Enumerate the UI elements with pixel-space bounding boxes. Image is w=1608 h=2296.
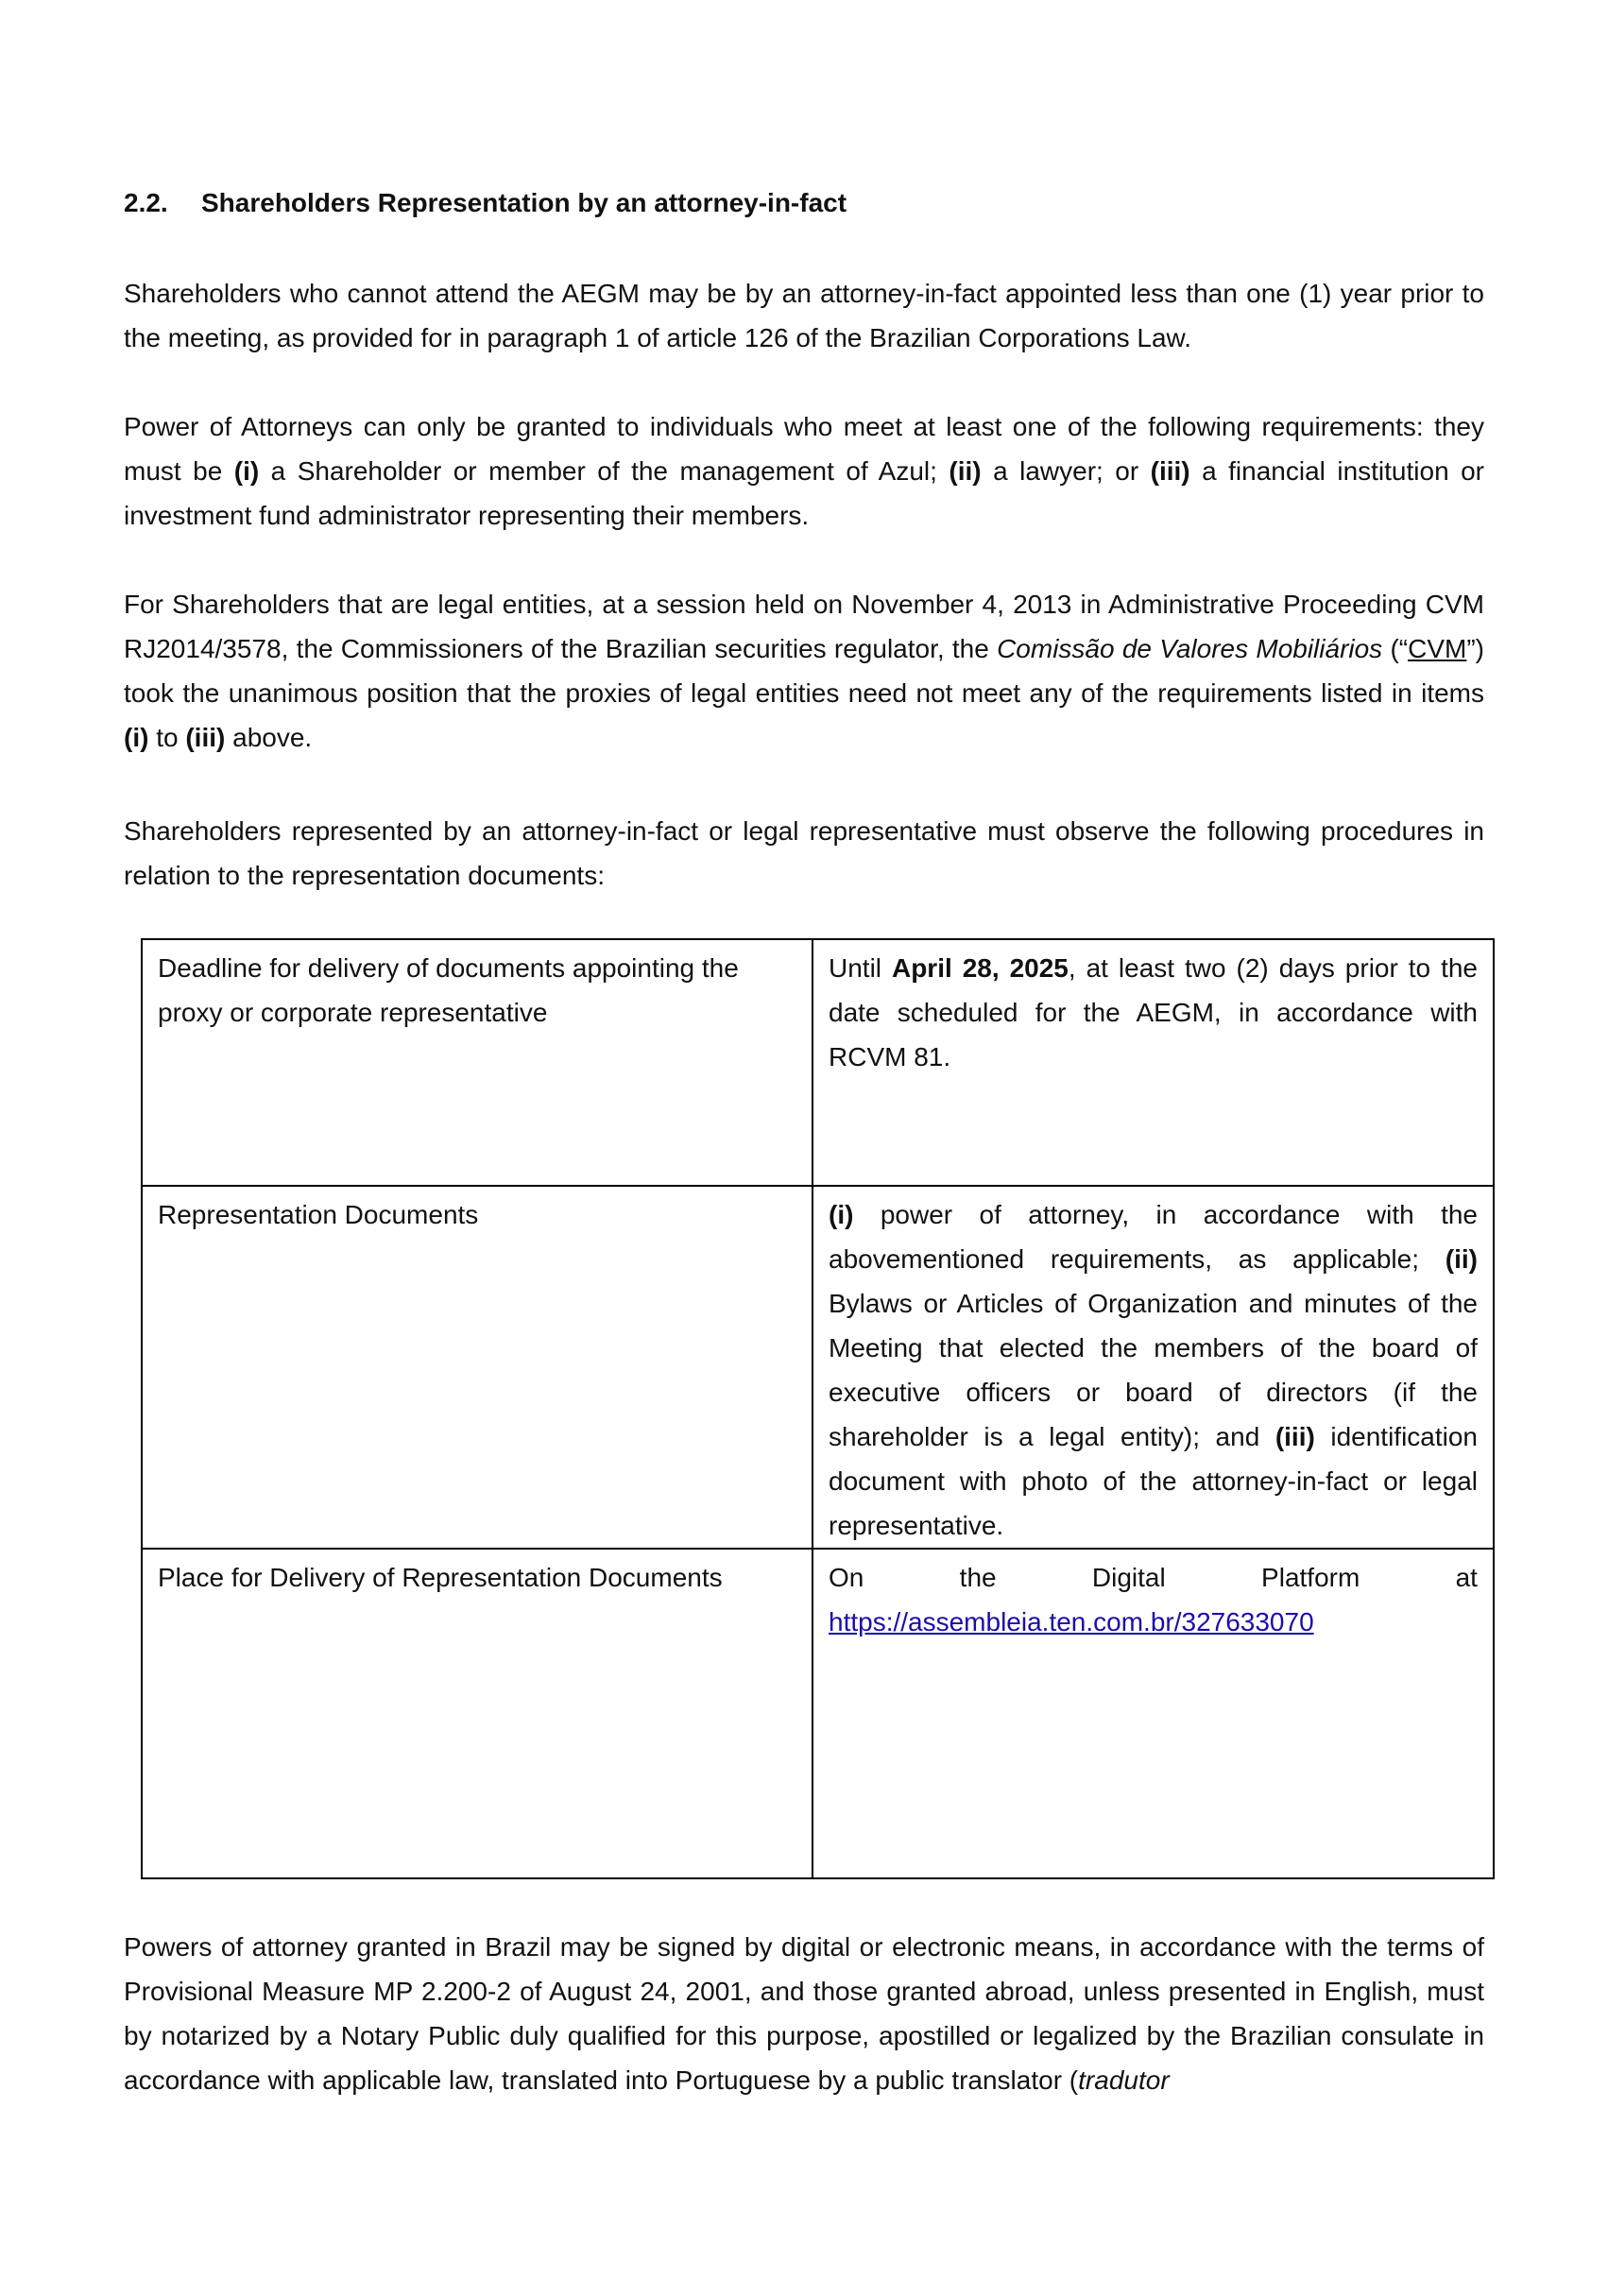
text-run: power of attorney, in accordance with the abovementioned requirements, as applicable; [829,1200,1478,1274]
item-marker: (ii) [949,456,982,486]
italic-term: tradutor [1078,2065,1170,2095]
defined-term-cvm: CVM [1408,634,1467,663]
deadline-date: April 28, 2025 [891,953,1069,983]
section-heading [124,184,847,222]
item-marker: (i) [124,723,149,752]
item-marker: (ii) [1445,1244,1478,1274]
table-row [142,1186,1494,1549]
paragraph-powers-signed-abroad [124,1925,1484,2102]
table-cell-value [813,1186,1494,1549]
text-run: Platform [1261,1563,1360,1592]
text-run: (“ [1382,634,1409,663]
item-marker: (iii) [1150,456,1190,486]
text-run: Powers of attorney granted in Brazil may be signed by digital or electronic means, in accordance with the terms of Provisional Measure MP 2.200-2 of August 24, 2001, and those granted abroad, unless presented in English, must by notarized by a Notary Public duly qualified for this purpose, apostilled or legalized by the Brazilian consulate in accordance with applicable law, translated into Portuguese by a public translator ( [124,1932,1484,2095]
section-title: Shareholders Representation by an attorney-in-fact [201,188,847,217]
section-number: 2.2. [124,188,168,217]
table-cell-value [813,939,1494,1186]
item-marker: (iii) [185,723,226,752]
text-run: a financial institution or investment fund administrator representing their members. [124,456,1485,530]
paragraph-legal-entities [124,582,1484,760]
platform-line [829,1555,1478,1600]
table-cell-value [813,1549,1494,1878]
paragraph-power-of-attorney-requirements [124,404,1484,538]
table-row [142,1549,1494,1878]
table-cell-label: Place for Delivery of Representation Documents [142,1549,813,1878]
paragraph-attorney-appointment: Shareholders who cannot attend the AEGM may be by an attorney-in-fact appointed less than one (1) year prior to the meeting, as provided for in paragraph 1 of article 126 of the Brazilian Corporations Law. [124,279,1484,352]
item-marker: (iii) [1274,1422,1315,1451]
text-run: a Shareholder or member of the management of Azul; [259,456,949,486]
item-marker: (i) [233,456,260,486]
text-run: the [959,1563,997,1592]
paragraph-procedures-intro: Shareholders represented by an attorney-in-fact or legal representative must observe the following procedures in relation to the representation documents: [124,816,1484,890]
text-run: at [1455,1563,1478,1592]
text-run: ”) took the unanimous position that the proxies of legal entities need not meet any of the requirements listed in items [124,634,1484,708]
text-run: For Shareholders that are legal entities, at a session held on November 4, 2013 in Administrative Proceeding CVM RJ2014/3578, the Commissioners of the Brazilian securities regulator, the [124,590,1484,663]
text-run: to [148,723,186,752]
table-cell-label: Representation Documents [142,1186,813,1549]
text-run: identification document with photo of the attorney-in-fact or legal representative. [829,1422,1479,1540]
text-run: Bylaws or Articles of Organization and minutes of the Meeting that elected the members of the board of executive officers or board of directors (if the shareholder is a legal entity); and [829,1289,1478,1451]
text-run: Digital [1091,1563,1166,1592]
text-run: a lawyer; or [981,456,1151,486]
text-run: Until [829,953,892,983]
text-run: Power of Attorneys can only be granted to individuals who meet at least one of the following requirements: they must be [124,412,1484,486]
text-run: On [829,1563,864,1592]
text-run: , at least two (2) days prior to the date scheduled for the AEGM, in accordance with RCVM 81. [829,953,1478,1071]
item-marker: (i) [829,1200,854,1229]
text-run: above. [225,723,313,752]
table-row [142,939,1494,1186]
italic-term: Comissão de Valores Mobiliários [997,634,1383,663]
representation-table [141,938,1495,1879]
table-cell-label: Deadline for delivery of documents appointing the proxy or corporate representative [142,939,813,1186]
digital-platform-link[interactable]: https://assembleia.ten.com.br/327633070 [829,1607,1314,1636]
